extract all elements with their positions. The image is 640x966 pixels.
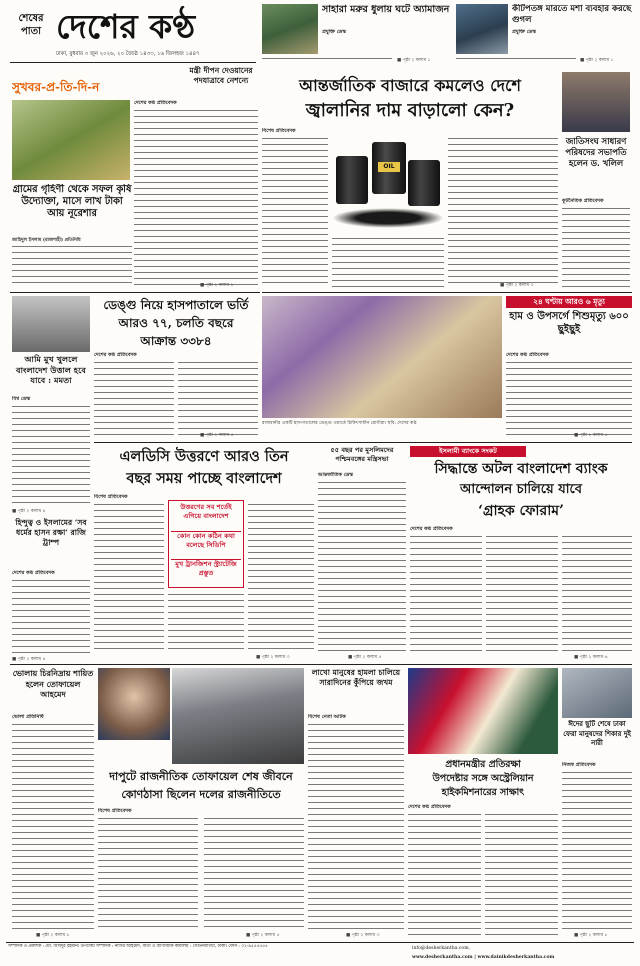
australia-body-col2 — [485, 812, 558, 936]
tofail-life-title-line2: কোণঠাসা ছিলেন দলের রাজনীতিতে — [121, 788, 281, 801]
top-story-2-body — [456, 56, 576, 64]
eid-title: ঈদের ছুটি শেষে ঢাকা ফেরা মানুষদের শিকার দুই নারী — [563, 720, 631, 747]
mid-rule-1 — [94, 442, 632, 443]
eid-photo — [562, 668, 632, 718]
dengue-body-col2 — [178, 360, 258, 440]
hotel-title: লাখো মানুষের হামলা চালিয়ে সারাদিনের কুঁপিয়ে জখম — [311, 668, 401, 687]
lead-body-col3 — [448, 136, 558, 288]
tofail-body — [12, 722, 94, 932]
top-story-2-title: কীটপতঙ্গ মারতে মশা ব্যবহার করছে গুগল — [512, 4, 632, 25]
masthead-rule — [10, 62, 256, 63]
dengue-body-col1 — [94, 360, 174, 440]
hotel-byline: বিশেষ নেতা আটক — [308, 714, 346, 720]
ldc-body-col2 — [248, 502, 314, 652]
footer-rule — [6, 942, 634, 943]
subokhobor-rule — [10, 292, 260, 293]
bank-banner: ইসলামী ব্যাংকে সংকট — [410, 446, 526, 457]
tofail-byline: ভোলা প্রতিনিধি — [12, 714, 44, 720]
bank-body-col1 — [410, 534, 482, 652]
bank-body-col3 — [562, 534, 632, 652]
chairman-byline: কূটনৈতিক প্রতিবেদক — [562, 198, 604, 204]
ldc-title-line1: এলডিসি উত্তরণে আরও তিন — [119, 448, 289, 465]
mosque-title: ৫৫ বছর পর মুসলিমদের পশ্চিমবঙ্গের মন্ত্রিসভা — [330, 446, 394, 463]
subokhobor-title: মন্ত্রী দীপন দেওয়ানের পদযাত্রাবে নেশন্যে — [189, 66, 253, 85]
measles-body — [506, 360, 632, 436]
hindu-title: হিন্দুত্ব ও ইসলামের ‘সব ধর্মের হাসন রক্ষা’ রাজি ট্রাম্প — [15, 518, 87, 547]
dengue-title-line1: ডেঙ্গু নিয়ে হাসপাতালে ভর্তি — [103, 298, 249, 312]
australia-byline: দেশের কণ্ঠ প্রতিবেদক — [408, 804, 451, 810]
top-story-1-body — [262, 56, 392, 64]
hotel-body — [308, 722, 404, 932]
footer-email[interactable]: info@desherkantha.com, — [412, 946, 471, 951]
footer-website[interactable]: www.desherkantha.com | www.dainikdesherkantha.com — [412, 955, 555, 960]
farmer-title: গ্রামের গৃহিণী থেকে সফল কৃষি উদ্যোক্তা, মাসে লাখ টাকা আয় নূরেশার — [12, 184, 132, 219]
measles-title: হাম ও উপসর্গে শিশুমৃত্যু ৬০০ ছুইছুই — [509, 311, 629, 335]
masthead-title: দেশের কণ্ঠ — [56, 7, 196, 46]
tofail-life-body-col1 — [98, 816, 198, 932]
eid-body — [562, 770, 632, 932]
ldc-box-item-2: কোন কোন কঠিন কথা বলেছে সিডিপি — [171, 531, 241, 557]
ldc-box-item-3: মুখ ট্রানজিশন স্ট্র্যাটেজি প্রস্তুত — [171, 559, 241, 585]
top-story-1-byline: প্রযুক্তি ডেস্ক — [322, 29, 346, 35]
mamata-title: আমি মুখ খুললে বাংলাদেশ উত্তাল হবে যাবে : মমতা — [16, 354, 86, 385]
australia-title-line1: প্রধানমন্ত্রীর প্রতিরক্ষা — [445, 759, 521, 770]
mamata-byline: বিশ্ব ডেস্ক — [12, 396, 31, 402]
mosque-body — [318, 480, 406, 652]
chairman-title: জাতিসংঘ সাধারণ পরিষদের সভাপতি হলেন ড. খলিল — [565, 136, 627, 168]
oil-barrels-graphic — [332, 138, 444, 234]
measles-byline: দেশের কণ্ঠ প্রতিবেদক — [506, 352, 549, 358]
top-story-2-byline: প্রযুক্তি ডেস্ক — [512, 29, 536, 35]
australia-meeting-photo — [408, 668, 558, 754]
australia-title-line2: উপদেষ্টার সঙ্গে অস্ট্রেলিয়ান — [432, 773, 534, 784]
barrel-1 — [336, 156, 368, 204]
ldc-box-item-1: উত্তরণের সব শর্তেই এগিয়ে বাংলাদেশ — [180, 503, 232, 520]
eid-byline: নিজস্ব প্রতিবেদক — [562, 762, 596, 768]
dengue-jump: ■ পৃষ্ঠা ২ কলাম ৫ — [200, 433, 234, 438]
top-story-1-photo — [262, 4, 318, 54]
barrel-oil-label: OIL — [378, 162, 400, 172]
mid-rule-2 — [10, 664, 632, 665]
mamata-jump: ■ পৃষ্ঠা ২ কলাম ৪ — [12, 509, 46, 514]
oil-spill — [332, 208, 444, 228]
top-story-1[interactable] — [262, 4, 452, 64]
top-story-2-photo — [456, 4, 508, 54]
chairman-body — [562, 206, 630, 288]
top-story-2-jump: ■ পৃষ্ঠা ২ কলাম ১ — [580, 58, 614, 63]
tofail-title: ভোলায় চিরনিদ্রায় শায়িত হলেন তোফায়েল আহমেদ — [12, 668, 94, 699]
tofail-life-title-line1: দাপুটে রাজনীতিক তোফায়েল শেষ জীবনে — [109, 770, 293, 783]
lead-jump: ■ পৃষ্ঠা ২ কলাম ৩ — [500, 283, 534, 288]
ldc-box — [168, 500, 244, 588]
mosque-jump: ■ পৃষ্ঠা ২ কলাম ৫ — [348, 655, 382, 660]
eid-jump: ■ পৃষ্ঠা ২ কলাম ৮ — [574, 933, 608, 938]
barrel-3 — [408, 160, 440, 206]
subokhobor-byline: দেশের কণ্ঠ প্রতিবেদক — [134, 100, 177, 106]
top-story-1-jump: ■ পৃষ্ঠা ২ কলাম ১ — [397, 58, 431, 63]
australia-body-col1 — [408, 812, 481, 936]
ldc-byline: বিশেষ প্রতিবেদক — [94, 494, 128, 500]
farmer-jump: ■ পৃষ্ঠা ২ কলাম ১ — [200, 283, 234, 288]
hindu-body — [12, 578, 90, 656]
bank-jump: ■ পৃষ্ঠা ২ কলাম ৬ — [574, 655, 608, 660]
bank-body-col2 — [486, 534, 558, 652]
tofail-life-body-col2 — [204, 816, 304, 932]
bank-byline: দেশের কণ্ঠ প্রতিবেদক — [410, 526, 453, 532]
lead-title-line2: জ্বালানির দাম বাড়ালো কেন? — [305, 100, 515, 121]
measles-jump: ■ পৃষ্ঠা ২ কলাম ৫ — [574, 433, 608, 438]
dengue-title-line3: আক্রান্ত ৩৩৮৪ — [140, 334, 212, 348]
hindu-byline: দেশের কণ্ঠ প্রতিবেদক — [12, 570, 55, 576]
farmer-photo — [12, 100, 130, 180]
mosque-byline: আন্তর্জাতিক ডেস্ক — [318, 472, 353, 478]
dengue-byline: দেশের কণ্ঠ প্রতিবেদক — [94, 352, 137, 358]
lead-rule — [262, 292, 632, 293]
lead-title-line1: আন্তর্জাতিক বাজারে কমলেও দেশে — [299, 76, 521, 95]
farmer-body — [12, 244, 132, 284]
tofail-portrait — [98, 668, 170, 740]
tofail-jump: ■ পৃষ্ঠা ২ কলাম ৮ — [36, 933, 70, 938]
dengue-caption: রাজধানীর একটি হাসপাতালের ডেঙ্গু ওয়ার্ডে চিকিৎসাধীন রোগীরা। ছবি: দেশের কণ্ঠ — [262, 421, 417, 426]
tofail-life-jump: ■ পৃষ্ঠা ২ কলাম ৫ — [246, 933, 280, 938]
ldc-jump: ■ পৃষ্ঠা ২ কলাম ৩ — [256, 655, 290, 660]
bank-title-line1: সিদ্ধান্তে অটল বাংলাদেশ ব্যাংক — [434, 461, 608, 477]
measles-banner: ২৪ ঘণ্টায় আরও ৬ মৃত্যু — [506, 296, 632, 308]
mamata-photo — [12, 296, 90, 352]
ldc-title-line2: বছর সময় পাচ্ছে বাংলাদেশ — [126, 470, 282, 487]
dengue-title-line2: আরও ৭৭, চলতি বছরে — [118, 316, 234, 330]
masthead-kicker: শেষের পাতা — [18, 13, 44, 37]
lead-body-col1 — [262, 136, 328, 288]
australia-title-line3: হাইকমিশনারের সাক্ষাৎ — [441, 787, 525, 798]
dengue-photo — [262, 296, 502, 418]
top-story-1-title: সাহারা মরুর ধুলায় ঘটে অ্যামাজন — [322, 4, 450, 15]
tofail-life-byline: বিশেষ প্রতিবেদক — [98, 808, 132, 814]
subokhobor-body — [134, 108, 258, 288]
lead-body-col2 — [332, 236, 444, 288]
hindu-jump: ■ পৃষ্ঠা ২ কলাম ৪ — [12, 657, 46, 662]
ldc-body-col1 — [94, 502, 164, 652]
tofail-funeral-photo — [172, 668, 304, 764]
ldc-body-col3 — [168, 592, 244, 652]
barrel-2 — [372, 142, 406, 194]
masthead-dateline: ঢাকা, বুধবার ৩ জুন ২০২৬, ২০ জ্যৈষ্ঠ ১৪৩৩, ১৬ জিলহজ ১৪৪৭ — [56, 51, 200, 57]
farmer-byline: জাহিদুল ইসলাম (রাজশাহী) প্রতিনিধি — [12, 238, 81, 243]
hotel-jump: ■ পৃষ্ঠা ২ কলাম ৩ — [346, 933, 380, 938]
bank-title-line2: আন্দোলন চালিয়ে যাবে — [460, 482, 582, 497]
subokhobor-brand: সুখবর-প্র-তি-দি-ন — [12, 80, 100, 94]
footer-imprint: সম্পাদক ও প্রকাশক : মো. আবদুর রহমান। উপদেষ্টা সম্পাদক : নাসির আহমেদ, বার্তা ও বাণিজ্যিক কার্যালয় : সেগুনবাগিচা, ঢাকা। ফোন : ০২-৯৫৫৫৫৫৫ — [8, 944, 268, 949]
lead-byline: বিশেষ প্রতিবেদক — [262, 128, 296, 134]
top-story-2[interactable] — [456, 4, 634, 64]
mamata-body — [12, 404, 90, 508]
chairman-photo — [562, 72, 630, 132]
bank-title-line3: ‘গ্রাহক ফোরাম’ — [478, 503, 564, 519]
